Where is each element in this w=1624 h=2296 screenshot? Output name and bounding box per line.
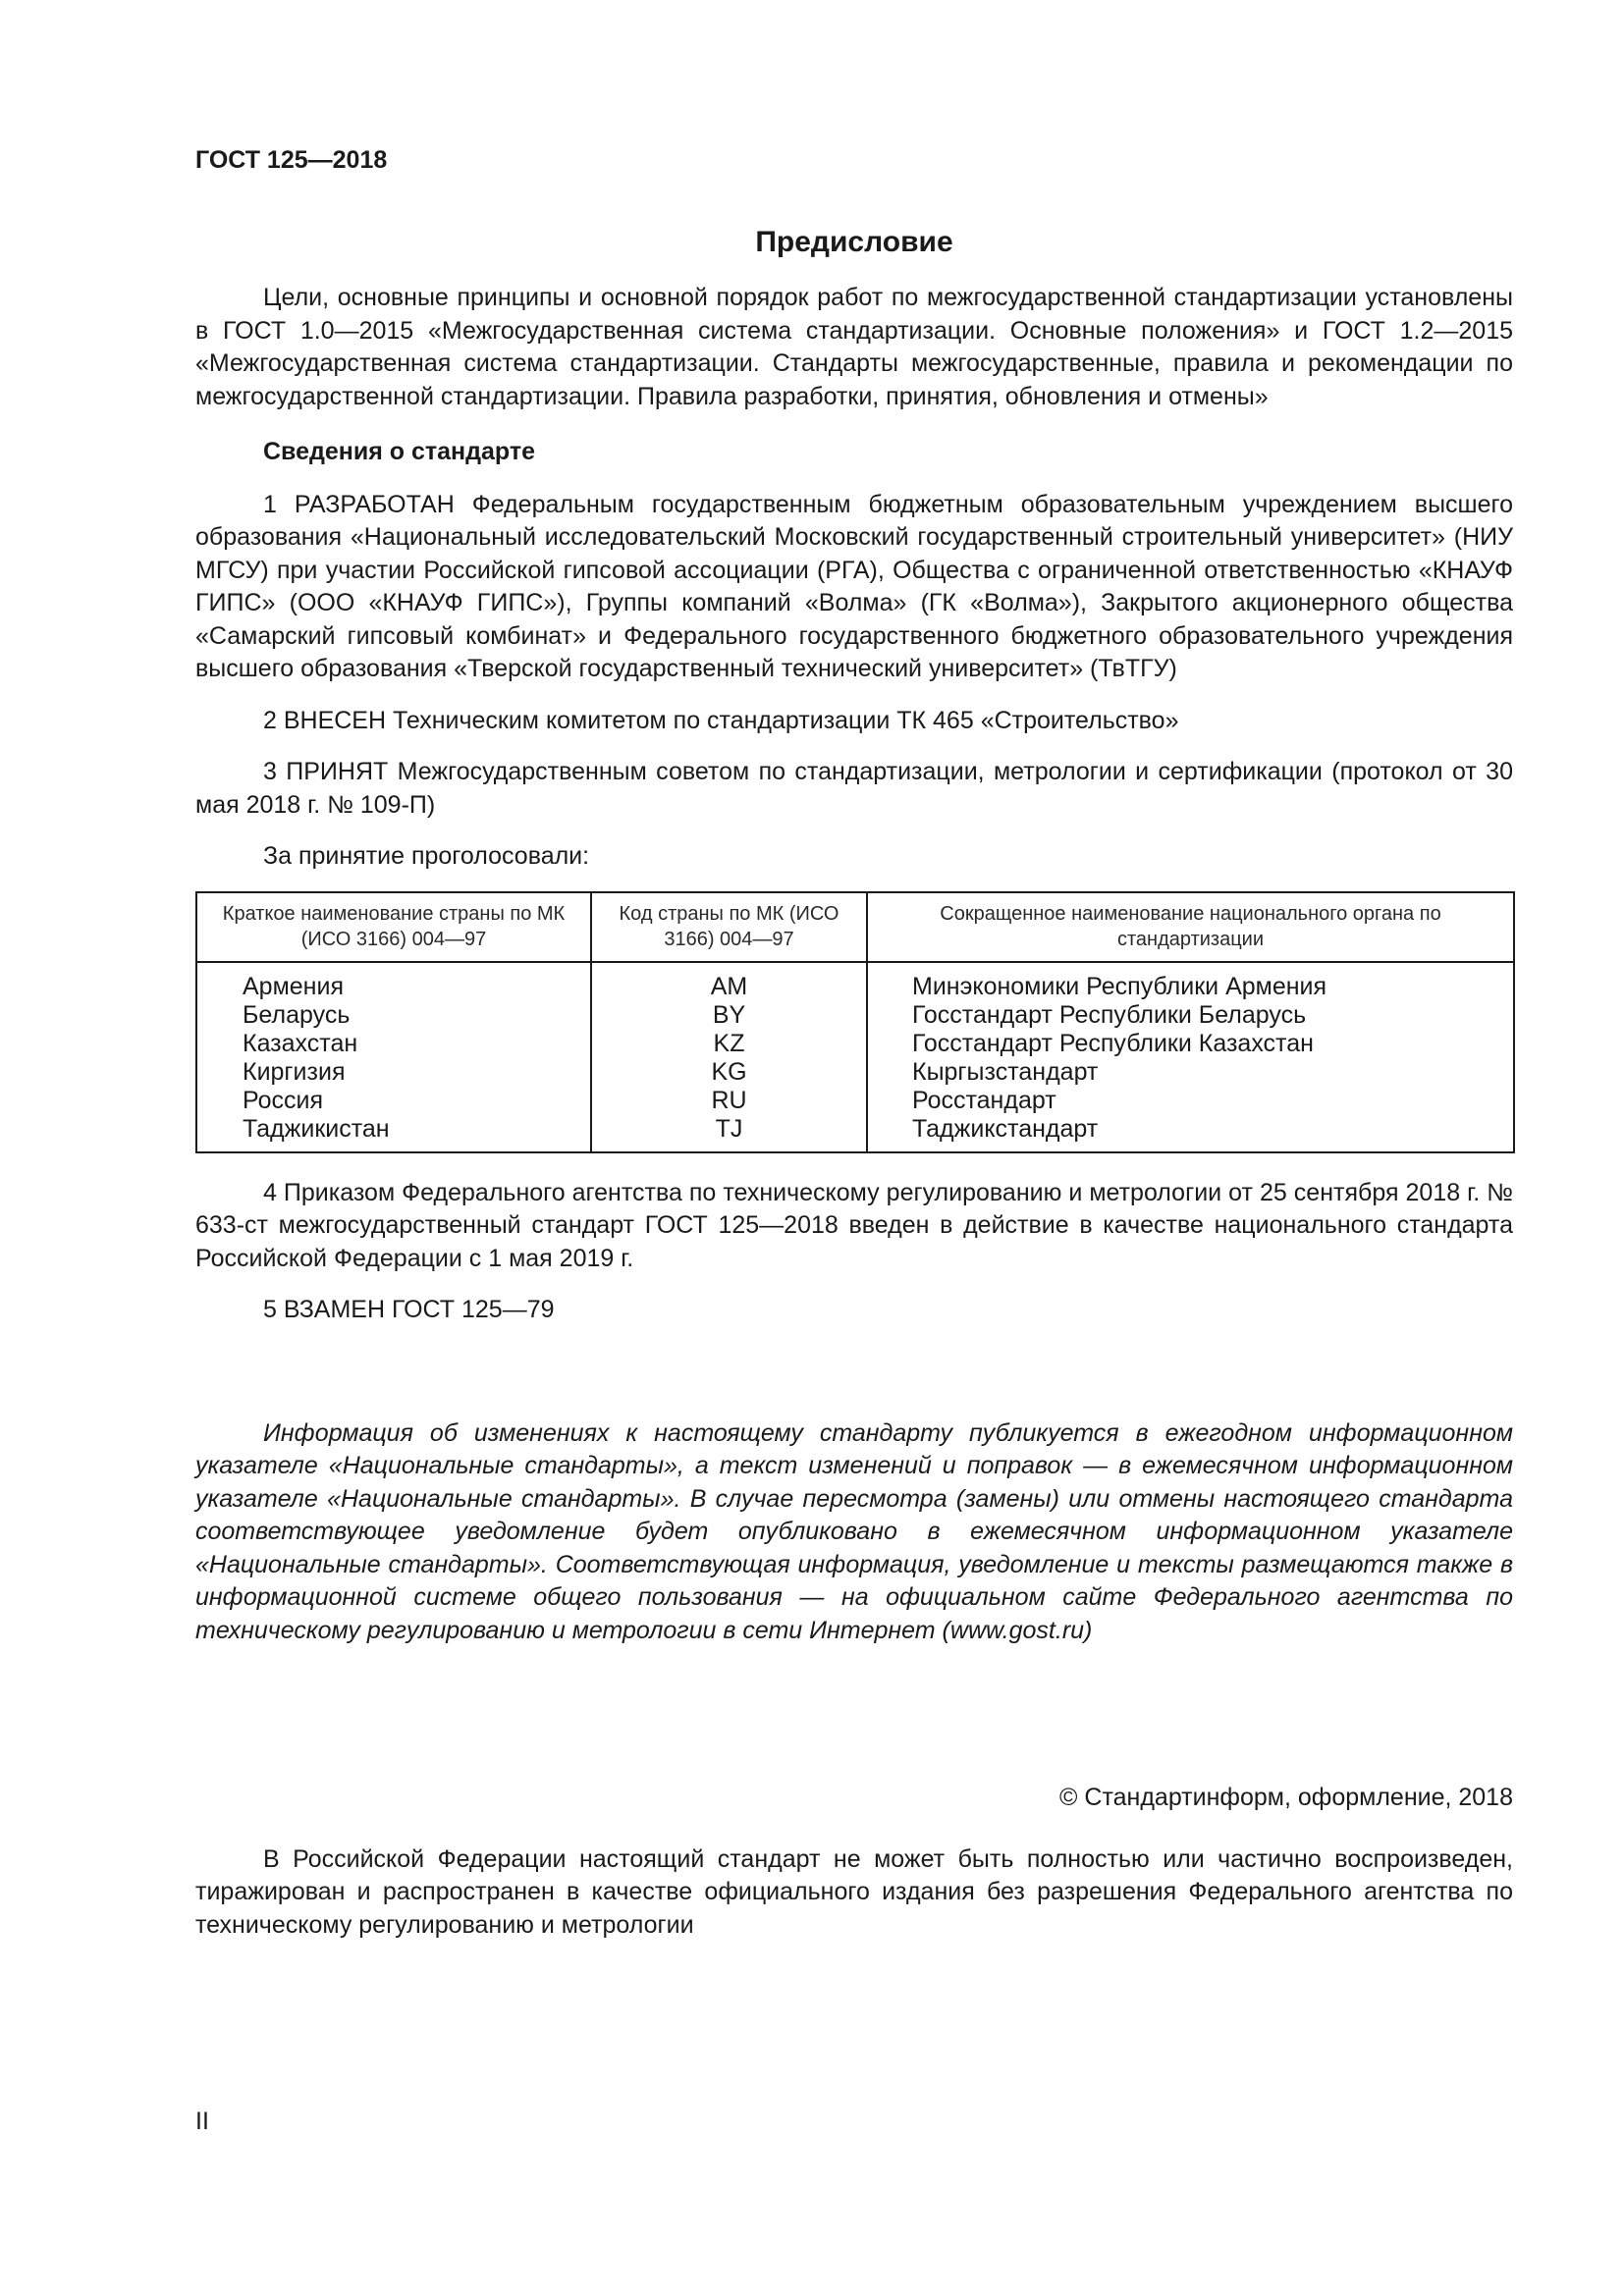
org-cell: Кыргызстандарт bbox=[867, 1058, 1514, 1087]
code-cell: RU bbox=[591, 1087, 867, 1115]
info-paragraph: Информация об изменениях к настоящему стандарту публикуется в ежегодном информационном указателе «Национальные стандарты», а текст изменений и поправок — в ежемесячном информационном указателе «Национальные стандарты». В случае пересмотра (замены) или отмены настоящего стандарта соответствующее уведомление будет опубликовано в ежемесячном информационном указателе «Национальные стандарты». Соответствующая информация, уведомление и тексты размещаются также в информационной системе общего пользования — на официальном сайте Федерального агентства по техническому регулированию и метрологии в сети Интернет (www.gost.ru) bbox=[195, 1418, 1513, 1644]
copyright-line: © Стандартинформ, оформление, 2018 bbox=[1059, 1784, 1513, 1811]
code-cell: TJ bbox=[591, 1115, 867, 1152]
country-cell: Беларусь bbox=[243, 1000, 351, 1029]
org-cell: Госстандарт Республики Казахстан bbox=[867, 1030, 1514, 1058]
code-cell: KZ bbox=[591, 1030, 867, 1058]
org-cell: Минэкономики Республики Армения bbox=[867, 962, 1514, 1001]
table-row bbox=[196, 1030, 1514, 1058]
country-cell: Таджикистан bbox=[243, 1114, 390, 1143]
code-cell: AM bbox=[591, 962, 867, 1001]
table-row bbox=[196, 1058, 1514, 1087]
table-row bbox=[196, 962, 1514, 1001]
table-row bbox=[196, 1087, 1514, 1115]
country-cell: Армения bbox=[243, 972, 344, 1000]
document-page bbox=[195, 145, 1513, 1942]
country-cell: Киргизия bbox=[243, 1057, 346, 1086]
column-header-org: Сокращенное наименование национального органа по стандартизации bbox=[867, 892, 1514, 962]
item-5-paragraph: 5 ВЗАМЕН ГОСТ 125—79 bbox=[263, 1296, 555, 1323]
column-header-code: Код страны по МК (ИСО 3166) 004—97 bbox=[591, 892, 867, 962]
item-4-paragraph: 4 Приказом Федерального агентства по техническому регулированию и метрологии от 25 сентября 2018 г. № 633-ст межгосударственный стандарт ГОСТ 125—2018 введен в действие в качестве национального стандарта Российской Федерации с 1 мая 2019 г. bbox=[195, 1178, 1513, 1272]
org-cell: Таджикстандарт bbox=[867, 1115, 1514, 1152]
country-cell: Казахстан bbox=[243, 1029, 358, 1057]
page-title: Предисловие bbox=[755, 226, 953, 258]
document-header: ГОСТ 125—2018 bbox=[195, 146, 388, 174]
page-number: II bbox=[195, 2108, 209, 2135]
table-header-row bbox=[196, 892, 1514, 962]
votes-table bbox=[195, 891, 1515, 1153]
code-cell: KG bbox=[591, 1058, 867, 1087]
reproduction-notice: В Российской Федерации настоящий стандарт не может быть полностью или частично воспроизведен, тиражирован и распространен в качестве официального издания без разрешения Федерального агентства по техническому регулированию и метрологии bbox=[195, 1844, 1513, 1939]
table-row bbox=[196, 1115, 1514, 1152]
column-header-country: Краткое наименование страны по МК (ИСО 3166) 004—97 bbox=[196, 892, 591, 962]
org-cell: Росстандарт bbox=[867, 1087, 1514, 1115]
item-2-paragraph: 2 ВНЕСЕН Техническим комитетом по стандартизации ТК 465 «Строительство» bbox=[263, 706, 1179, 734]
code-cell: BY bbox=[591, 1001, 867, 1030]
item-3-paragraph: 3 ПРИНЯТ Межгосударственным советом по стандартизации, метрологии и сертификации (протокол от 30 мая 2018 г. № 109-П) bbox=[195, 758, 1513, 819]
org-cell: Госстандарт Республики Беларусь bbox=[867, 1001, 1514, 1030]
votes-intro: За принятие проголосовали: bbox=[263, 842, 590, 870]
table-row bbox=[196, 1001, 1514, 1030]
section-subheading: Сведения о стандарте bbox=[263, 438, 536, 465]
item-1-paragraph: 1 РАЗРАБОТАН Федеральным государственным бюджетным образовательным учреждением высшего образования «Национальный исследовательский Московский государственный строительный университет» (НИУ МГСУ) при участии Российской гипсовой ассоциации (РГА), Общества с ограниченной ответственностью «КНАУФ ГИПС» (ООО «КНАУФ ГИПС»), Группы компаний «Волма» (ГК «Волма»), Закрытого акционерного общества «Самарский гипсовый комбинат» и Федерального государственного бюджетного образовательного учреждения высшего образования «Тверской государственный технический университет» (ТвТГУ) bbox=[195, 490, 1513, 682]
country-cell: Россия bbox=[243, 1086, 323, 1114]
intro-paragraph: Цели, основные принципы и основной порядок работ по межгосударственной стандартизации установлены в ГОСТ 1.0—2015 «Межгосударственная система стандартизации. Основные положения» и ГОСТ 1.2—2015 «Межгосударственная система стандартизации. Стандарты межгосударственные, правила и рекомендации по межгосударственной стандартизации. Правила разработки, принятия, обновления и отмены» bbox=[195, 284, 1513, 410]
